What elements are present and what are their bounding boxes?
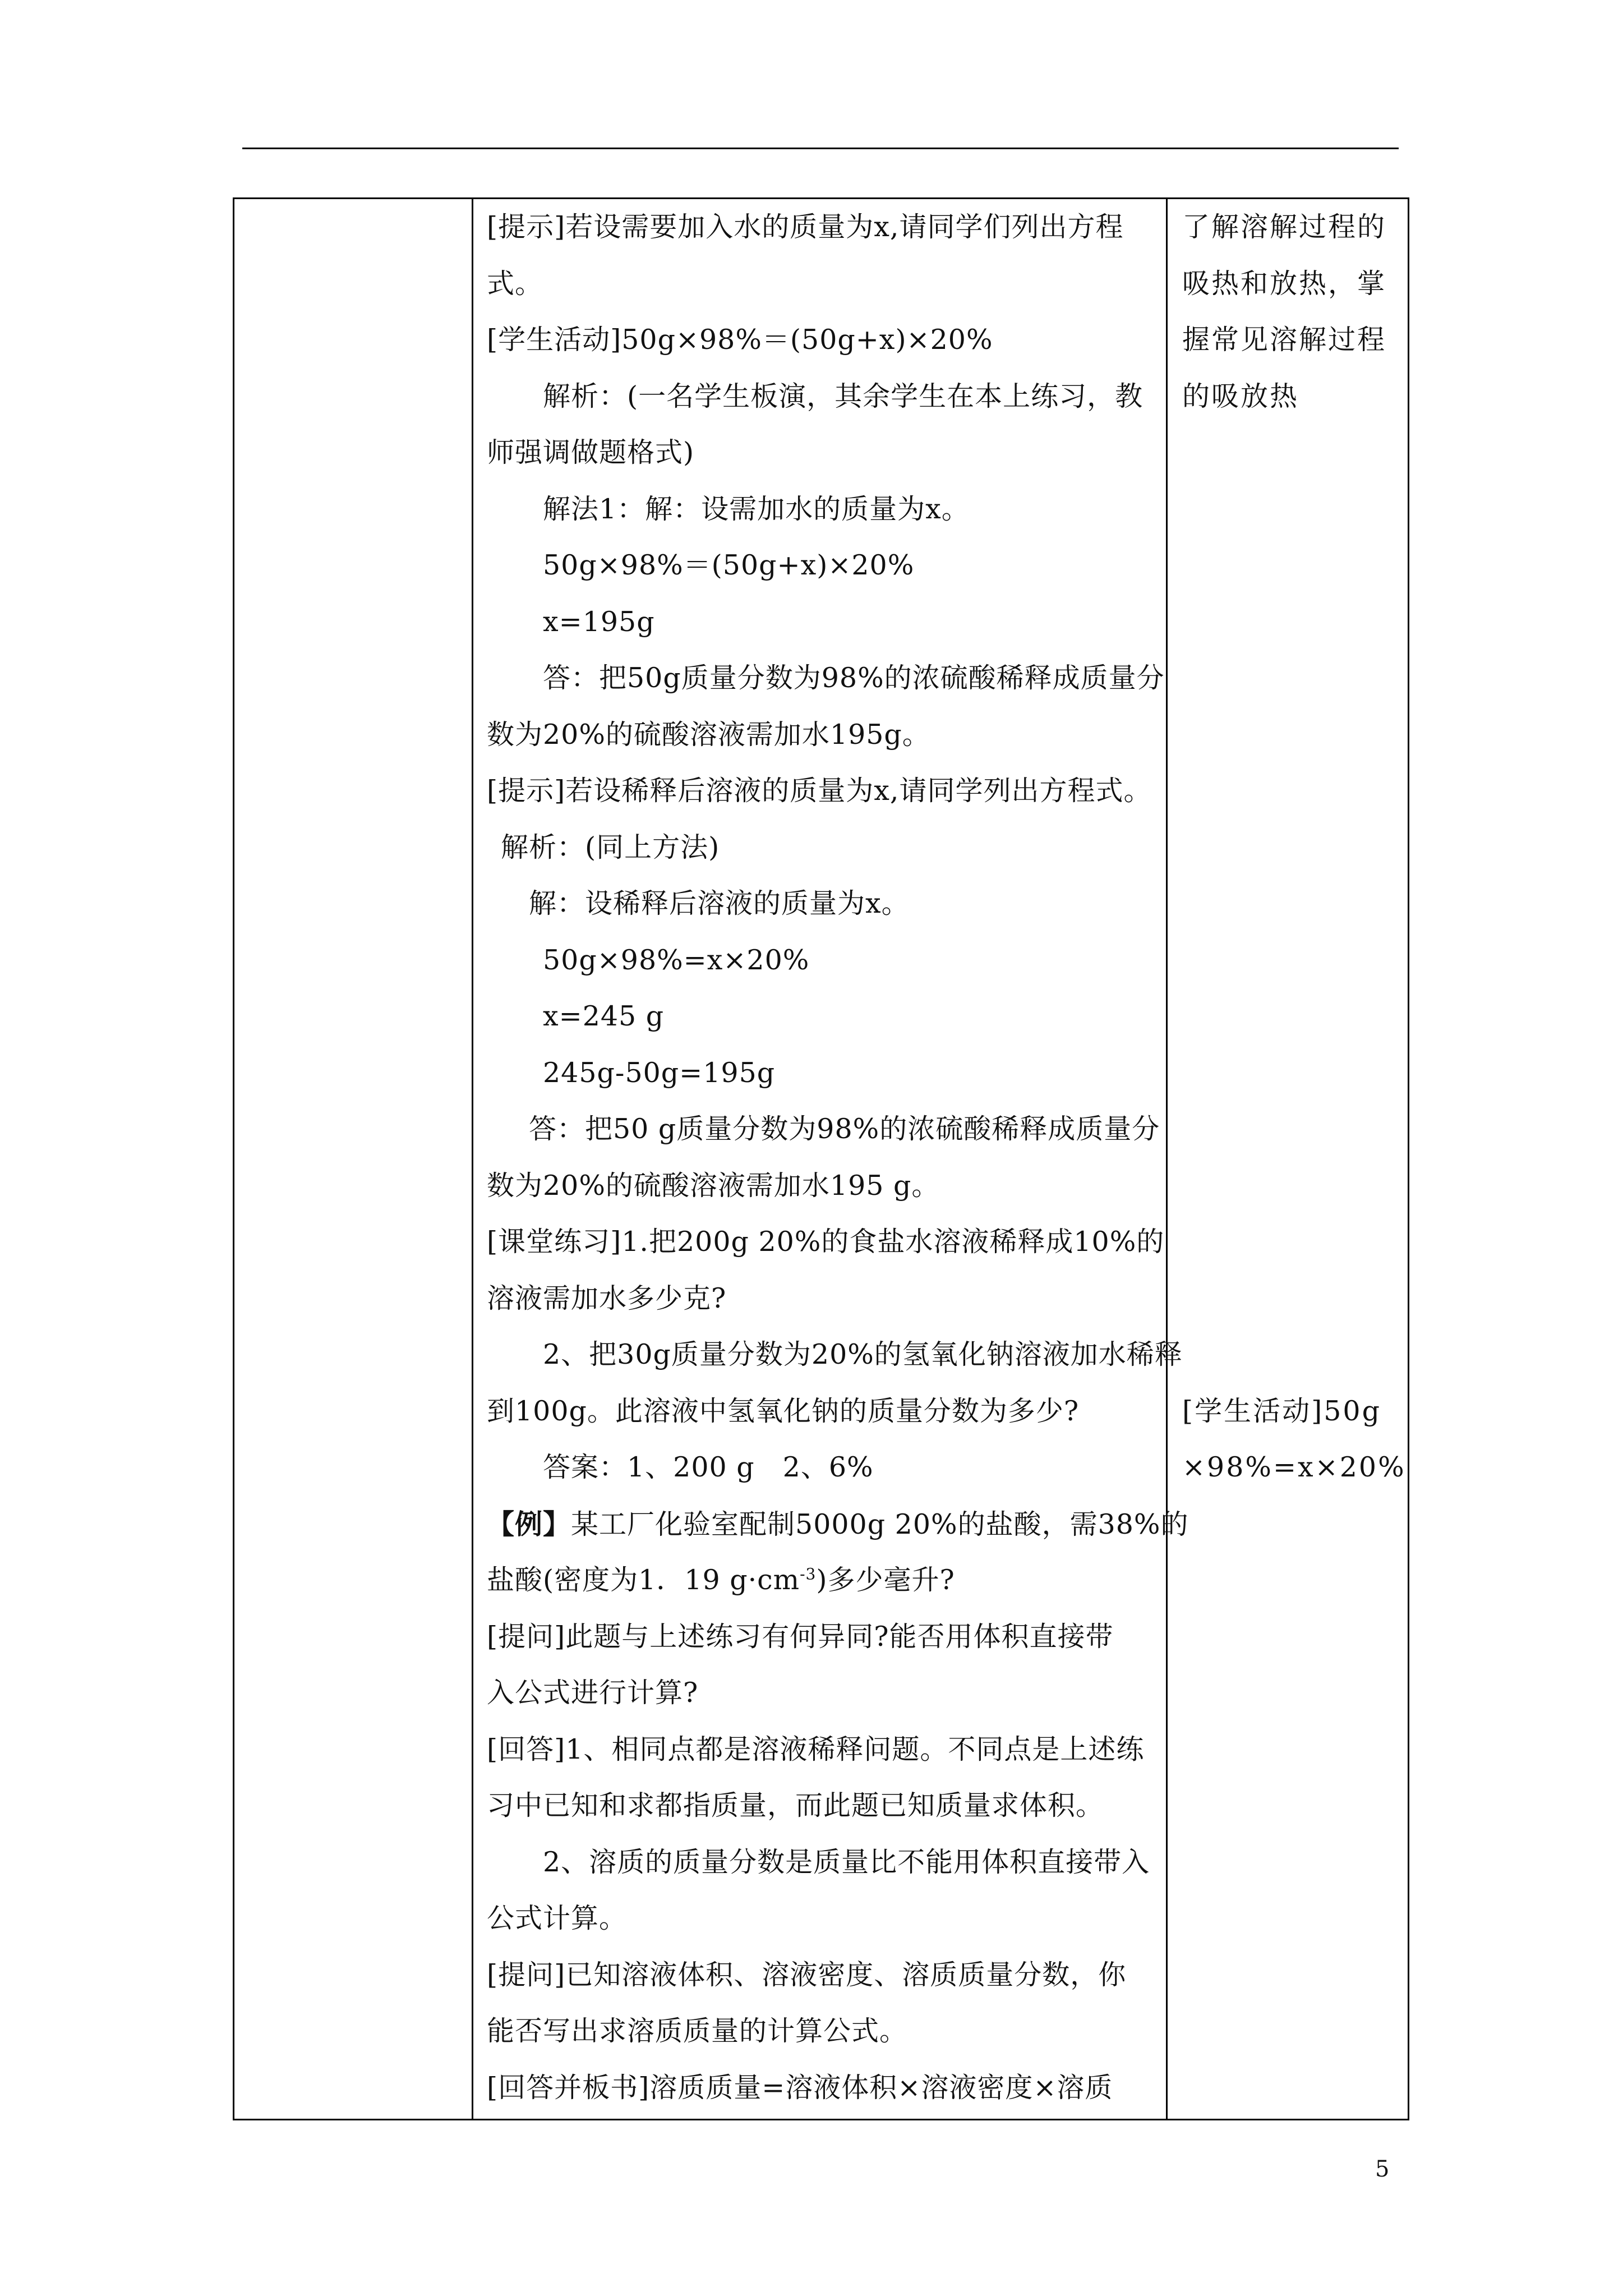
main-line: 2、把30g质量分数为20%的氢氧化钠溶液加水稀释 bbox=[543, 1338, 1183, 1370]
side-note-line: 的吸放热 bbox=[1182, 380, 1299, 412]
main-line: [回答]1、相同点都是溶液稀释问题。不同点是上述练 bbox=[487, 1733, 1145, 1765]
side-spacer bbox=[1182, 650, 1407, 707]
main-line: 能否写出求溶质质量的计算公式。 bbox=[487, 2015, 908, 2047]
main-line: 式。 bbox=[487, 267, 543, 300]
lesson-table bbox=[233, 197, 1409, 2120]
side-column bbox=[1182, 199, 1407, 1496]
main-line: [回答并板书]溶质质量=溶液体积×溶液密度×溶质 bbox=[487, 2071, 1113, 2104]
main-line: 习中已知和求都指质量，而此题已知质量求体积。 bbox=[487, 1789, 1104, 1821]
column-divider-right bbox=[1166, 199, 1168, 2119]
main-line: x=245 g bbox=[543, 1000, 665, 1032]
side-spacer bbox=[1182, 1101, 1407, 1158]
main-line: 245g-50g=195g bbox=[543, 1056, 776, 1089]
main-line: 解法1：解：设需加水的质量为x。 bbox=[543, 493, 970, 525]
density-suffix: )多少毫升? bbox=[816, 1564, 955, 1596]
main-column bbox=[487, 199, 1189, 2116]
main-line: 答：把50 g质量分数为98%的浓硫酸稀释成质量分 bbox=[529, 1113, 1160, 1145]
main-line: 溶液需加水多少克? bbox=[487, 1282, 727, 1314]
main-line: [提问]已知溶液体积、溶液密度、溶质质量分数，你 bbox=[487, 1958, 1127, 1991]
side-spacer bbox=[1182, 537, 1407, 594]
density-exponent: -3 bbox=[800, 1565, 817, 1584]
header-rule bbox=[242, 148, 1399, 149]
column-divider-left bbox=[472, 199, 473, 2119]
main-line: 答案：1、200 g 2、6% bbox=[543, 1451, 874, 1483]
main-line: 入公式进行计算? bbox=[487, 1677, 699, 1709]
main-line: 解析：(同上方法) bbox=[501, 831, 720, 863]
main-line: [提示]若设稀释后溶液的质量为x,请同学列出方程式。 bbox=[487, 775, 1152, 807]
example-line bbox=[487, 1496, 1189, 1553]
main-line bbox=[487, 1552, 1165, 1609]
main-line: 50g×98%=x×20% bbox=[543, 944, 810, 976]
main-line: 数为20%的硫酸溶液需加水195g。 bbox=[487, 718, 930, 751]
side-spacer bbox=[1182, 481, 1407, 538]
main-line: 解：设稀释后溶液的质量为x。 bbox=[529, 887, 910, 919]
side-spacer bbox=[1182, 1045, 1407, 1102]
side-spacer bbox=[1182, 1271, 1407, 1327]
main-line: 公式计算。 bbox=[487, 1902, 628, 1934]
main-line: 师强调做题格式) bbox=[487, 436, 695, 468]
side-spacer bbox=[1182, 988, 1407, 1045]
side-activity-line: ×98%=x×20% bbox=[1182, 1451, 1406, 1483]
main-line: 2、溶质的质量分数是质量比不能用体积直接带入 bbox=[543, 1846, 1150, 1878]
side-spacer bbox=[1182, 820, 1407, 876]
side-note-line: 握常见溶解过程 bbox=[1182, 324, 1387, 356]
main-line: 数为20%的硫酸溶液需加水195 g。 bbox=[487, 1169, 940, 1202]
side-spacer bbox=[1182, 594, 1407, 651]
side-spacer bbox=[1182, 876, 1407, 932]
main-line: [学生活动]50g×98%＝(50g+x)×20% bbox=[487, 324, 993, 356]
side-spacer bbox=[1182, 425, 1407, 481]
page-number: 5 bbox=[1375, 2156, 1390, 2182]
side-spacer bbox=[1182, 932, 1407, 989]
example-text: 某工厂化验室配制5000g 20%的盐酸，需38%的 bbox=[571, 1508, 1189, 1540]
main-line: 50g×98%＝(50g+x)×20% bbox=[543, 549, 915, 581]
side-activity-line: [学生活动]50g bbox=[1182, 1395, 1381, 1427]
side-spacer bbox=[1182, 763, 1407, 820]
example-marker: 【例】 bbox=[487, 1507, 571, 1540]
main-line: x=195g bbox=[543, 605, 655, 638]
main-line: [提问]此题与上述练习有何异同?能否用体积直接带 bbox=[487, 1620, 1114, 1653]
side-note-line: 了解溶解过程的 bbox=[1182, 211, 1387, 243]
main-line: [提示]若设需要加入水的质量为x,请同学们列出方程 bbox=[487, 211, 1124, 243]
side-note-line: 吸热和放热，掌 bbox=[1182, 267, 1387, 300]
main-line: [课堂练习]1.把200g 20%的食盐水溶液稀释成10%的 bbox=[487, 1226, 1165, 1258]
main-line: 到100g。此溶液中氢氧化钠的质量分数为多少? bbox=[487, 1395, 1080, 1427]
side-spacer bbox=[1182, 1327, 1407, 1383]
side-spacer bbox=[1182, 1158, 1407, 1214]
density-text: 盐酸(密度为1．19 g·cm bbox=[487, 1564, 800, 1596]
side-spacer bbox=[1182, 1214, 1407, 1271]
main-line: 解析：(一名学生板演，其余学生在本上练习，教 bbox=[543, 380, 1144, 412]
main-line: 答：把50g质量分数为98%的浓硫酸稀释成质量分 bbox=[543, 662, 1165, 694]
side-spacer bbox=[1182, 707, 1407, 763]
